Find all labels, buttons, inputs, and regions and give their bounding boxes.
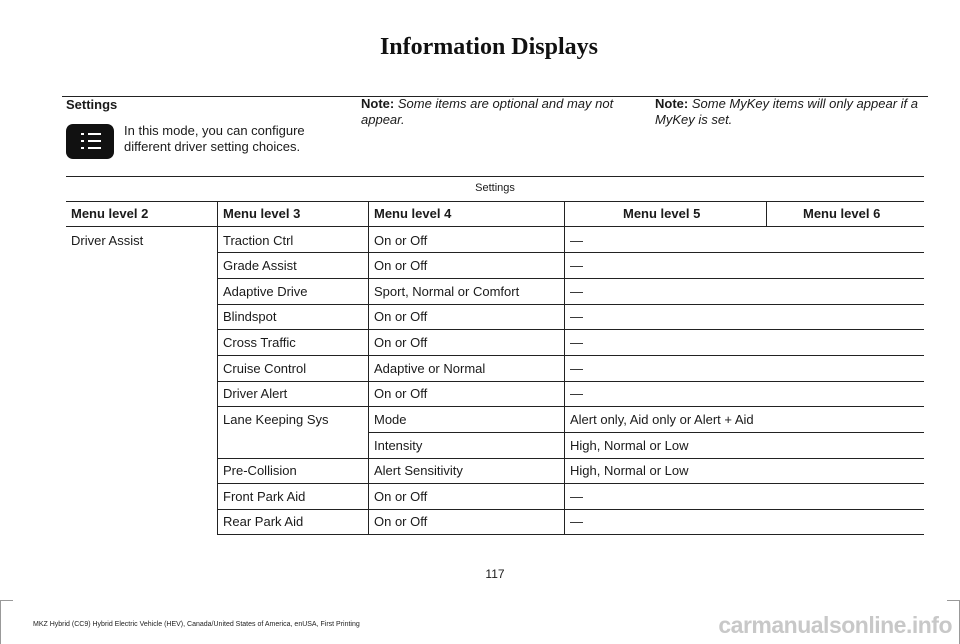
column-header-menu-level-2: Menu level 2 [71, 206, 149, 221]
row-divider [217, 252, 924, 253]
note-label: Note: [655, 96, 689, 111]
table-cell-level-5: — [570, 361, 583, 376]
table-cell-level-5: — [570, 309, 583, 324]
note-text: Some MyKey items will only appear if a MyKey is set. [655, 96, 918, 127]
note-text: Some items are optional and may not appear. [361, 96, 614, 127]
table-cell-level-4: On or Off [374, 309, 428, 324]
crop-mark [0, 600, 13, 644]
column-divider [368, 201, 369, 226]
note-label: Note: [361, 96, 395, 111]
column-divider [766, 201, 767, 226]
column-header-menu-level-3: Menu level 3 [223, 206, 301, 221]
table-cell-level-3: Traction Ctrl [223, 233, 294, 248]
table-cell-level-3: Lane Keeping Sys [223, 412, 329, 427]
row-divider [217, 355, 924, 356]
table-cell-level-4: Mode [374, 412, 407, 427]
table-cell-level-5: — [570, 386, 583, 401]
menu-list-icon [66, 124, 114, 159]
row-divider [217, 509, 924, 510]
table-cell-level-4: Adaptive or Normal [374, 361, 486, 376]
table-cell-level-3: Grade Assist [223, 258, 297, 273]
table-cell-level-2: Driver Assist [71, 233, 144, 248]
table-cell-level-5: High, Normal or Low [570, 463, 689, 478]
row-divider [217, 534, 924, 535]
table-cell-level-4: On or Off [374, 514, 428, 529]
table-cell-level-4: Intensity [374, 438, 423, 453]
watermark: carmanualsonline.info [718, 612, 952, 638]
header-bottom-rule [66, 226, 924, 227]
table-cell-level-3: Blindspot [223, 309, 277, 324]
row-divider [217, 458, 924, 459]
table-cell-level-3: Cruise Control [223, 361, 307, 376]
note-mykey-items [655, 96, 935, 128]
table-cell-level-4: Sport, Normal or Comfort [374, 284, 520, 299]
table-cell-level-5: — [570, 258, 583, 273]
table-cell-level-3: Adaptive Drive [223, 284, 308, 299]
table-cell-level-5: Alert only, Aid only or Alert + Aid [570, 412, 754, 427]
table-cell-level-3: Cross Traffic [223, 335, 296, 350]
row-divider [217, 483, 924, 484]
table-cell-level-5: — [570, 489, 583, 504]
row-divider [217, 329, 924, 330]
row-divider [217, 381, 924, 382]
table-cell-level-3: Rear Park Aid [223, 514, 304, 529]
table-cell-level-3: Pre-Collision [223, 463, 297, 478]
table-cell-level-5: — [570, 284, 583, 299]
table-cell-level-3: Front Park Aid [223, 489, 306, 504]
column-divider [564, 201, 565, 226]
table-cell-level-4: On or Off [374, 335, 428, 350]
table-cell-level-4: On or Off [374, 233, 428, 248]
printing-info: MKZ Hybrid (CC9) Hybrid Electric Vehicle (HEV), Canada/United States of America, enUSA, First Printing [33, 621, 360, 628]
column-divider [217, 201, 218, 226]
table-cell-level-4: On or Off [374, 386, 428, 401]
table-caption: Settings [66, 176, 924, 202]
column-header-menu-level-6: Menu level 6 [803, 206, 881, 221]
table-cell-level-5: — [570, 514, 583, 529]
row-divider [217, 406, 924, 407]
table-cell-level-5: — [570, 233, 583, 248]
table-cell-level-4: On or Off [374, 489, 428, 504]
table-cell-level-5: — [570, 335, 583, 350]
row-divider [217, 304, 924, 305]
page-title: Information Displays [379, 34, 598, 60]
table-cell-level-3: Driver Alert [223, 386, 288, 401]
column-header-menu-level-4: Menu level 4 [374, 206, 452, 221]
intro-paragraph: In this mode, you can configure different driver setting choices. [124, 123, 305, 154]
note-optional-items [361, 96, 641, 128]
table-cell-level-4: On or Off [374, 258, 428, 273]
row-divider [368, 432, 924, 433]
section-heading: Settings [66, 97, 118, 112]
column-header-menu-level-5: Menu level 5 [623, 206, 701, 221]
table-cell-level-5: High, Normal or Low [570, 438, 689, 453]
row-divider [217, 278, 924, 279]
table-cell-level-4: Alert Sensitivity [374, 463, 463, 478]
page-number: 117 [485, 567, 505, 581]
